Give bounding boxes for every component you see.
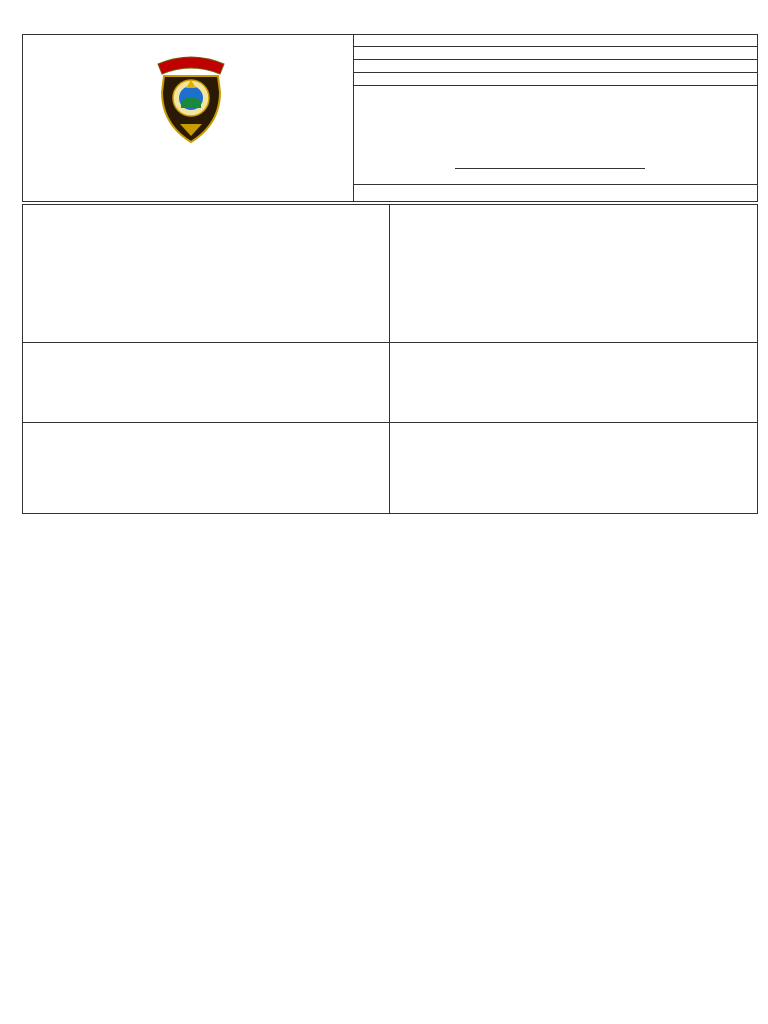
sections-hdivider-1 [22, 342, 758, 343]
tanggal-pembuatan-row [354, 47, 758, 60]
sections-hdivider-2 [22, 422, 758, 423]
nama-sop-divider [353, 184, 758, 185]
police-logo [150, 52, 232, 144]
signature-underline [455, 168, 645, 169]
tanggal-pengesahan-row [354, 73, 758, 86]
sections-vdivider [389, 204, 390, 514]
sections-box [22, 204, 758, 514]
nomor-row [354, 34, 758, 47]
tanggal-revisi-row [354, 60, 758, 73]
